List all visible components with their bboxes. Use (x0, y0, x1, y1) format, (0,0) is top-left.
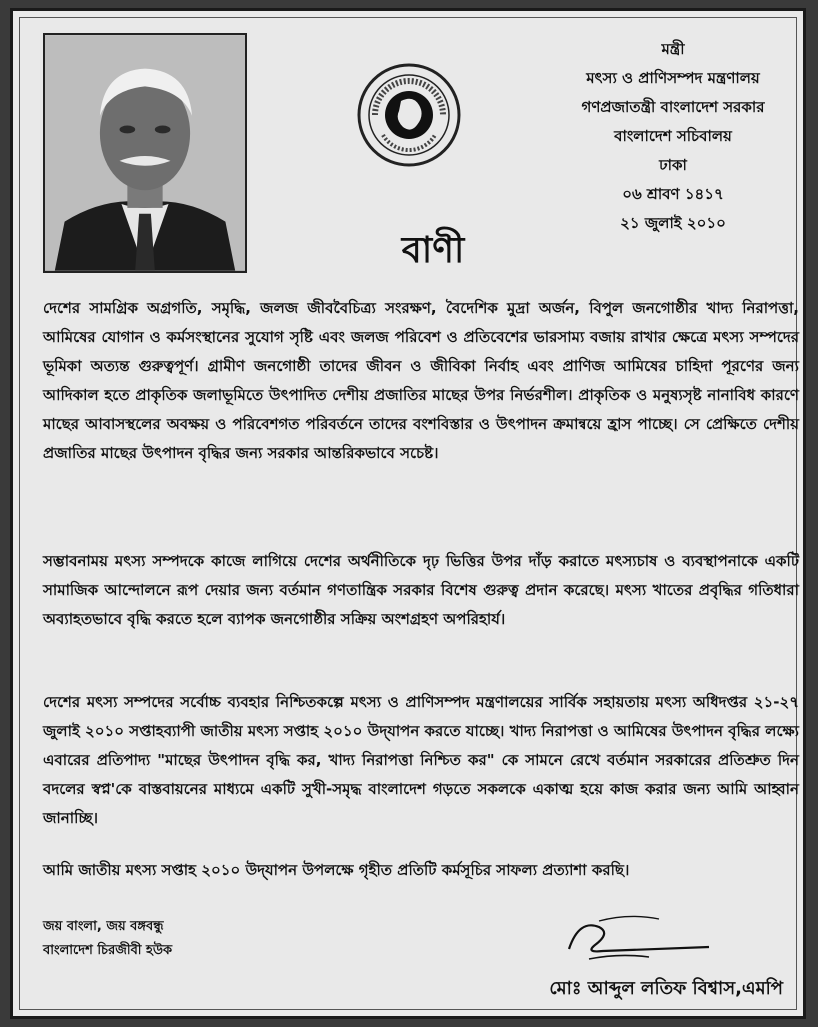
message-paragraph-3: দেশের মৎস্য সম্পদের সর্বোচ্চ ব্যবহার নিশ্চিতকল্পে মৎস্য ও প্রাণিসম্পদ মন্ত্রণালয়ের সার্বিক সহায়তায় মৎস্য অধিদপ্তর ২১-২৭ জুলাই ২০১০ সপ্তাহব্যাপী জাতীয় মৎস্য সপ্তাহ ২০১০ উদ্‌যাপন করতে যাচ্ছে। খাদ্য নিরাপত্তা ও আমিষের উৎপাদন বৃদ্ধির লক্ষ্যে এবারের প্রতিপাদ্য "মাছের উৎপাদন বৃদ্ধি কর, খাদ্য নিরাপত্তা নিশ্চিত কর" কে সামনে রেখে বর্তমান সরকারের প্রতিশ্রুত দিন বদলের স্বপ্ন'কে বাস্তবায়নের মাধ্যমে একটি সুখী-সমৃদ্ধ বাংলাদেশ গড়তে সকলকে একাত্ম হয়ে কাজ করার জন্য আমি আহ্বান জানাচ্ছি। (43, 693, 799, 827)
header-secretariat: বাংলাদেশ সচিবালয় (614, 127, 732, 145)
header-designation: মন্ত্রী (661, 40, 685, 58)
header-government: গণপ্রজাতন্ত্রী বাংলাদেশ সরকার (581, 98, 765, 116)
signer-name: মোঃ আব্দুল লতিফ বিশ্বাস,এমপি (549, 978, 783, 999)
message-paragraph-1: দেশের সামগ্রিক অগ্রগতি, সমৃদ্ধি, জলজ জীববৈচিত্র্য সংরক্ষণ, বৈদেশিক মুদ্রা অর্জন, বিপুল জনগোষ্ঠীর খাদ্য নিরাপত্তা, আমিষের যোগান ও কর্মসংস্থানের সুযোগ সৃষ্টি এবং জলজ পরিবেশ ও প্রতিবেশের ভারসাম্য বজায় রাখার ক্ষেত্রে মৎস্য সম্পদের ভূমিকা অত্যন্ত গুরুত্বপূর্ণ। গ্রামীণ জনগোষ্ঠী তাদের জীবন ও জীবিকা নির্বাহ এবং প্রাণিজ আমিষের চাহিদা পূরণের জন্য আদিকাল হতে প্রাকৃতিক জলাভূমিতে উৎপাদিত দেশীয় প্রজাতির মাছের উপর নির্ভরশীল। প্রাকৃতিক ও মনুষ্যসৃষ্ট নানাবিধ কারণে মাছের আবাসস্থলের অবক্ষয় ও পরিবেশগত পরিবর্তনে তাদের বংশবিস্তার ও উৎপাদন ক্রমান্বয়ে হ্রাস পাচ্ছে। সে প্রেক্ষিতে দেশীয় প্রজাতির মাছের উৎপাদন বৃদ্ধির জন্য সরকার আন্তরিকভাবে সচেষ্ট। (43, 299, 799, 462)
closing-slogans (43, 915, 172, 963)
government-seal (355, 61, 463, 169)
portrait-image (45, 35, 245, 271)
message-title: বাণী (401, 229, 465, 271)
message-paragraph-2: সম্ভাবনাময় মৎস্য সম্পদকে কাজে লাগিয়ে দেশের অর্থনীতিকে দৃঢ় ভিত্তির উপর দাঁড় করাতে মৎস্যচাষ ও ব্যবস্থাপনাকে একটি সামাজিক আন্দোলনে রূপ দেয়ার জন্য বর্তমান গণতান্ত্রিক সরকার বিশেষ গুরুত্ব প্রদান করেছে। মৎস্য খাতের প্রবৃদ্ধির গতিধারা অব্যাহতভাবে বৃদ্ধি করতে হলে ব্যাপক জনগোষ্ঠীর সক্রিয় অংশগ্রহণ অপরিহার্য। (43, 552, 799, 628)
header-city: ঢাকা (659, 156, 687, 174)
header-ministry: মৎস্য ও প্রাণিসম্পদ মন্ত্রণালয় (586, 69, 760, 87)
minister-photo (43, 33, 247, 273)
closing-line-2: বাংলাদেশ চিরজীবী হউক (43, 943, 173, 958)
message-document (10, 8, 806, 1019)
message-paragraph-4: আমি জাতীয় মৎস্য সপ্তাহ ২০১০ উদ্‌যাপন উপলক্ষে গৃহীত প্রতিটি কর্মসূচির সাফল্য প্রত্যাশা করছি। (43, 861, 630, 879)
header-date-bangla: ০৬ শ্রাবণ ১৪১৭ (622, 185, 724, 203)
handwritten-signature (559, 909, 719, 969)
letter-header (553, 35, 793, 238)
header-date-gregorian: ২১ জুলাই ২০১০ (620, 214, 726, 232)
closing-line-1: জয় বাংলা, জয় বঙ্গবন্ধু (43, 919, 164, 934)
